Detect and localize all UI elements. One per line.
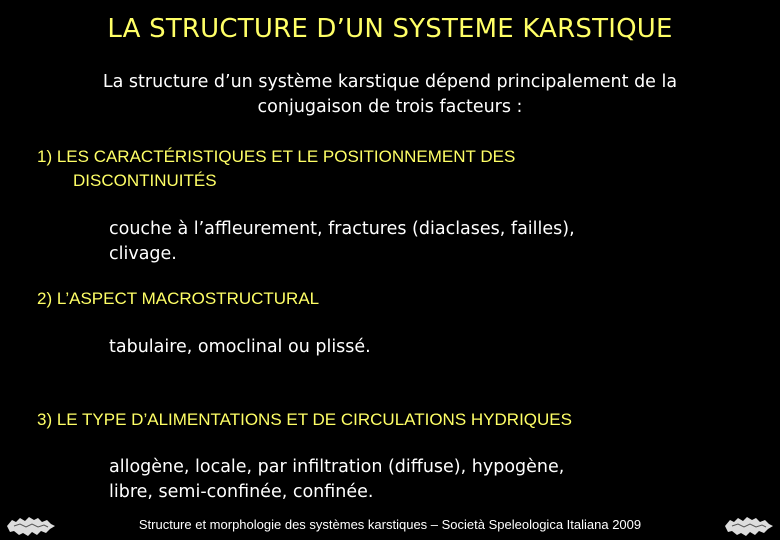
section-2-detail-line-1: tabulaire, omoclinal ou plissé. (109, 337, 371, 357)
section-1-heading-line-2: DISCONTINUITÉS (73, 171, 217, 190)
section-2-heading-line-1: 2) L’ASPECT MACROSTRUCTURAL (37, 289, 320, 308)
intro-line-2: conjugaison de trois facteurs : (257, 97, 523, 117)
section-3-detail (109, 455, 729, 505)
section-2-heading (37, 287, 319, 311)
section-3-heading-line-1: 3) LE TYPE D’ALIMENTATIONS ET DE CIRCULATIONS HYDRIQUES (37, 410, 572, 429)
section-1-detail (109, 217, 729, 267)
section-2-detail (109, 335, 729, 360)
intro-line-1: La structure d’un système karstique dépend principalement de la (102, 72, 678, 92)
section-3-detail-line-2: libre, semi-confinée, confinée. (109, 482, 374, 502)
section-1-heading (37, 145, 515, 193)
section-1-heading-line-1: 1) LES CARACTÉRISTIQUES ET LE POSITIONNEMENT DES (37, 147, 516, 166)
society-logo-icon (722, 512, 776, 540)
section-3-detail-line-1: allogène, locale, par infiltration (diffuse), hypogène, (109, 457, 565, 477)
slide-title: LA STRUCTURE D’UN SYSTEME KARSTIQUE (107, 14, 673, 44)
section-3-heading (37, 408, 572, 432)
section-1-detail-line-1: couche à l’affleurement, fractures (diaclases, failles), (109, 219, 575, 239)
intro-text (40, 70, 740, 120)
footer-credit: Structure et morphologie des systèmes karstiques – Società Speleologica Italiana 2009 (138, 517, 642, 532)
section-1-detail-line-2: clivage. (109, 244, 177, 264)
